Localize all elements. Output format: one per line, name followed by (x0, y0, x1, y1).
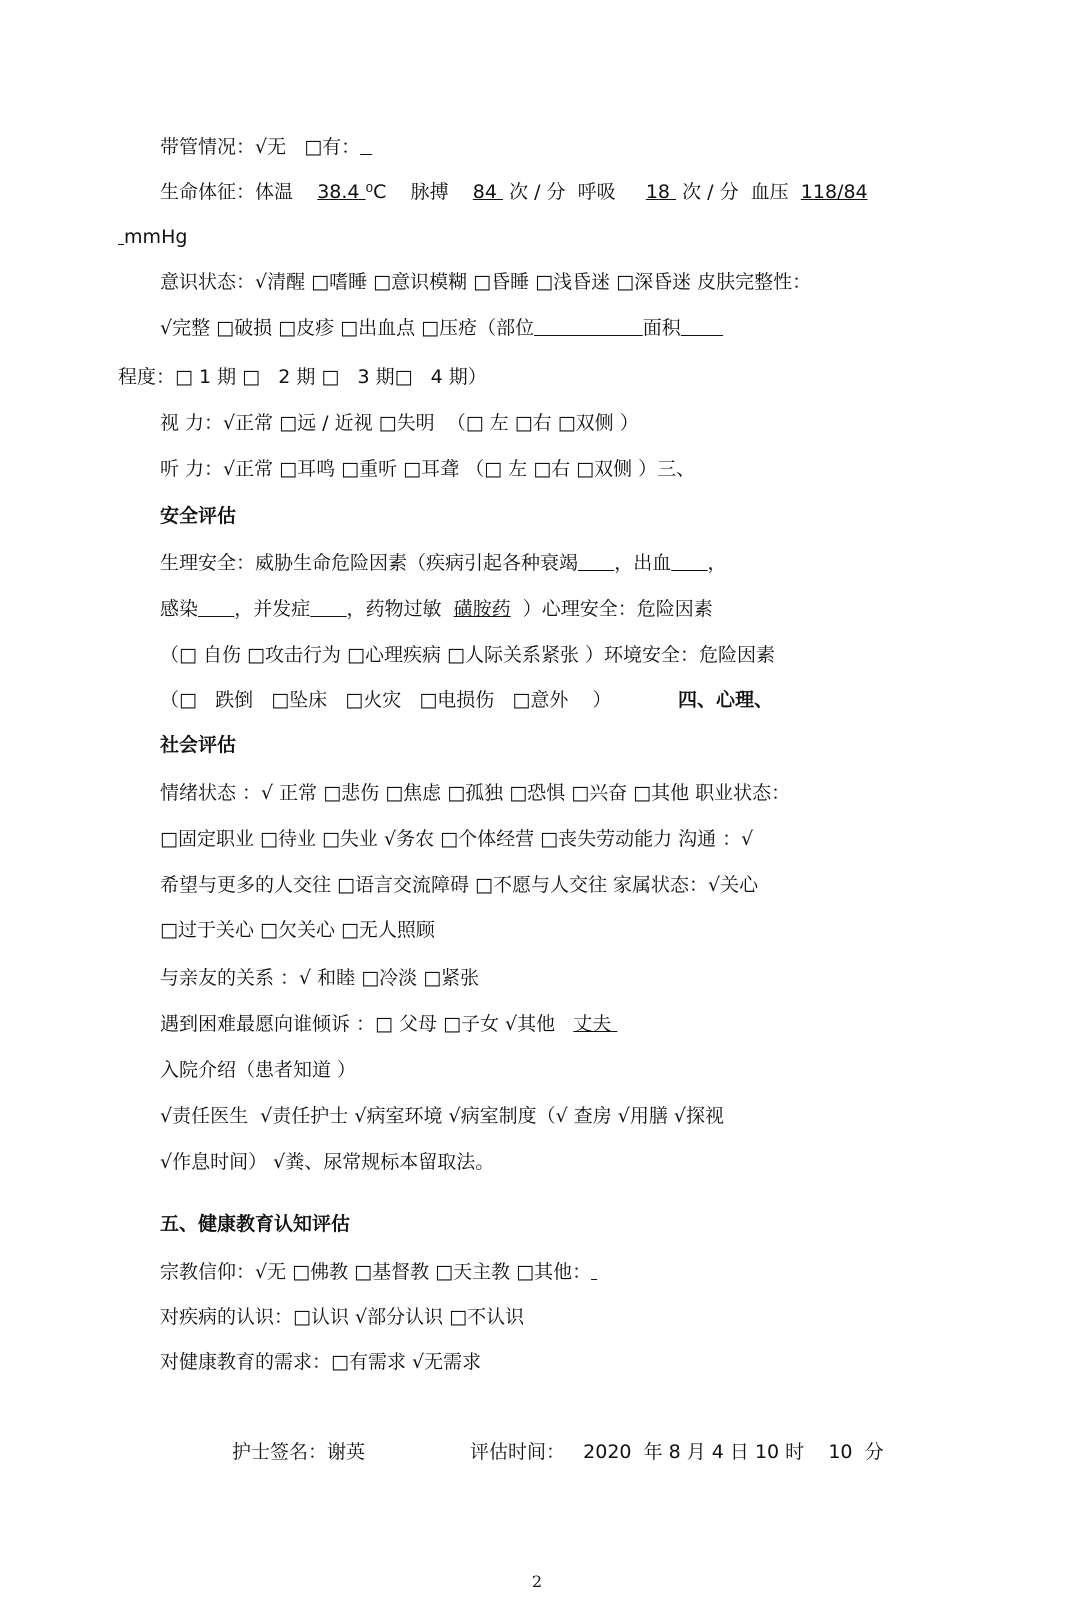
social-section-title: 社会评估 (160, 734, 237, 756)
occupation-status: □固定职业 □待业 □失业 √务农 □个体经营 □丧失劳动能力 沟通 ：√ (160, 828, 754, 850)
physiological-safety: 生理安全：威胁生命危险因素（疾病引起各种衰竭 ，出血 ， (160, 552, 727, 574)
vision-status: 视 力：√正常 □远 / 近视 □失明 （□ 左 □右 □双侧 ） (160, 412, 639, 434)
evaluation-time: 评估时间： 2020 年 8 月 4 日 10 时 10 分 (470, 1441, 884, 1463)
confide-status: 遇到困难最愿向谁倾诉 ：□ 父母 □子女 √其他 丈夫 (160, 1013, 612, 1035)
skin-integrity: √完整 □破损 □皮疹 □出血点 □压疮（部位 面积 (160, 317, 681, 339)
education-need: 对健康教育的需求：□有需求 √无需求 (160, 1351, 482, 1373)
tube-status: 带管情况：√无 □有： (160, 136, 361, 158)
admission-items-2: √作息时间） √粪、尿常规标本留取法。 (160, 1151, 495, 1173)
nurse-signature: 护士签名：谢英 (232, 1441, 366, 1463)
page-number: 2 (531, 1572, 543, 1591)
pressure-ulcer-degree: 程度：□ 1 期 □ 2 期 □ 3 期□ 4 期） (118, 366, 487, 388)
relations-status: 与亲友的关系 ：√ 和睦 □冷淡 □紧张 (160, 967, 480, 989)
disease-cognition: 对疾病的认识：□认识 √部分认识 □不认识 (160, 1306, 525, 1328)
admission-items: √责任医生 √责任护士 √病室环境 √病室制度（√ 查房 √用膳 √探视 (160, 1105, 725, 1127)
safety-section-title: 安全评估 (160, 505, 237, 527)
emotion-status: 情绪状态 ：√ 正常 □悲伤 □焦虑 □孤独 □恐惧 □兴奋 □其他 职业状态： (160, 782, 791, 804)
communication-status: 希望与更多的人交往 □语言交流障碍 □不愿与人交往 家属状态：√关心 (160, 874, 759, 896)
religion-status: 宗教信仰：√无 □佛教 □基督教 □天主教 □其他： (160, 1261, 592, 1283)
bp-unit: mmHg (124, 226, 188, 248)
psychological-safety: （□ 自伤 □攻击行为 □心理疾病 □人际关系紧张 ）环境安全：危险因素 (160, 644, 776, 666)
environment-safety: （□ 跌倒 □坠床 □火灾 □电损伤 □意外 ） 四、心理、 (160, 689, 773, 711)
consciousness-status: 意识状态：√清醒 □嗜睡 □意识模糊 □昏睡 □浅昏迷 □深昏迷 皮肤完整性： (160, 271, 812, 293)
admission-intro: 入院介绍（患者知道 ） (160, 1059, 357, 1081)
hearing-status: 听 力：√正常 □耳鸣 □重听 □耳聋 （□ 左 □右 □双侧 ）三、 (160, 458, 696, 480)
vital-signs: 生命体征：体温 38.4 ⁰C 脉搏 84 次 / 分 呼吸 18 次 / 分 血压 118/84 (160, 181, 868, 203)
infection-allergy: 感染 ，并发症 ，药物过敏 磺胺药 ）心理安全：危险因素 (160, 598, 713, 620)
health-education-title: 五、健康教育认知评估 (160, 1213, 351, 1235)
family-status: □过于关心 □欠关心 □无人照顾 (160, 919, 435, 941)
